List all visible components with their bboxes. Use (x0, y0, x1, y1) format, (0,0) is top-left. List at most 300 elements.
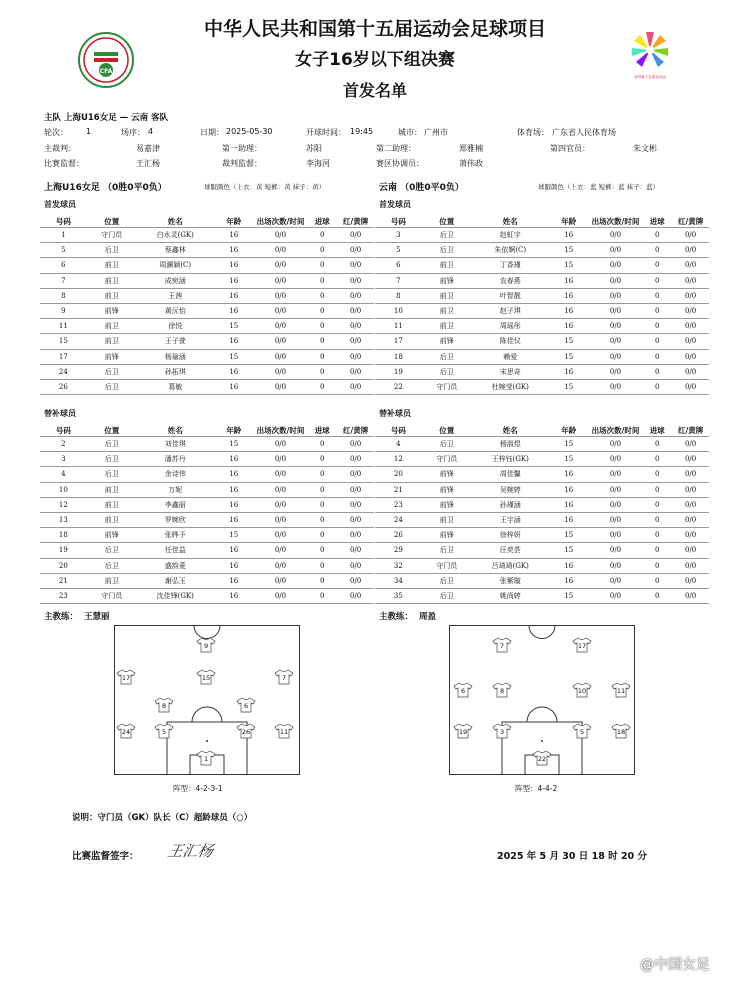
player-row (40, 364, 374, 379)
cell-age: 16 (214, 512, 254, 527)
cell-goals: 0 (642, 528, 672, 543)
column-header-name: 姓名 (137, 215, 214, 228)
cell-cards: 0/0 (672, 543, 709, 558)
cell-pos: 后卫 (87, 243, 137, 258)
cell-cards: 0/0 (672, 379, 709, 394)
cell-apps: 0/0 (589, 303, 642, 318)
main-title: 中华人民共和国第十五届运动会足球项目 (203, 18, 546, 40)
cell-goals: 0 (642, 243, 672, 258)
cell-apps: 0/0 (589, 528, 642, 543)
cell-goals: 0 (307, 364, 337, 379)
player-row (40, 437, 374, 452)
column-header-age: 年龄 (214, 215, 254, 228)
cell-age: 15 (214, 319, 254, 334)
cell-age: 16 (214, 497, 254, 512)
cell-no: 15 (40, 334, 87, 349)
home-formation-pitch (114, 625, 300, 775)
cell-no: 34 (375, 573, 422, 588)
player-row (375, 558, 709, 573)
cell-apps: 0/0 (254, 349, 307, 364)
assessor-value: 李海河 (306, 159, 330, 168)
cell-age: 16 (549, 303, 589, 318)
player-row (40, 573, 374, 588)
cell-goals: 0 (307, 452, 337, 467)
cell-name: 叶智靓 (472, 288, 549, 303)
cell-goals: 0 (307, 558, 337, 573)
cell-goals: 0 (642, 288, 672, 303)
cell-name: 黄沅怡 (137, 303, 214, 318)
cell-apps: 0/0 (254, 364, 307, 379)
cell-pos: 后卫 (422, 437, 472, 452)
cell-no: 21 (375, 482, 422, 497)
cell-no: 11 (40, 319, 87, 334)
cell-cards: 0/0 (672, 437, 709, 452)
player-row (40, 228, 374, 243)
cell-pos: 后卫 (87, 452, 137, 467)
away-subs-table (375, 424, 709, 604)
round-label: 轮次： (44, 128, 68, 137)
cell-no: 1 (40, 228, 87, 243)
table-header-row (40, 215, 374, 228)
cell-cards: 0/0 (337, 512, 374, 527)
shirt-number: 11 (279, 728, 289, 736)
shirt-number: 17 (121, 674, 131, 682)
cell-age: 15 (214, 349, 254, 364)
cell-name: 周瑶彤 (472, 319, 549, 334)
home-coach-label: 主教练： (44, 612, 79, 622)
cell-age: 15 (549, 588, 589, 603)
cell-age: 16 (549, 573, 589, 588)
cell-goals: 0 (642, 273, 672, 288)
cell-cards: 0/0 (337, 558, 374, 573)
cell-pos: 前卫 (422, 319, 472, 334)
cell-apps: 0/0 (254, 573, 307, 588)
cell-goals: 0 (642, 558, 672, 573)
cell-name: 刘佳琪 (137, 437, 214, 452)
cell-apps: 0/0 (254, 497, 307, 512)
player-row (375, 228, 709, 243)
cell-age: 16 (549, 497, 589, 512)
cell-age: 15 (214, 528, 254, 543)
player-row (375, 379, 709, 394)
cell-age: 15 (549, 349, 589, 364)
date-value: 2025-05-30 (226, 127, 273, 136)
player-row (375, 288, 709, 303)
cell-name: 张紫璇 (472, 573, 549, 588)
cell-no: 12 (375, 452, 422, 467)
shirt-number: 24 (121, 728, 131, 736)
cell-pos: 后卫 (87, 467, 137, 482)
sub-title: 女子16岁以下组决赛 (295, 50, 455, 70)
player-row (375, 467, 709, 482)
column-header-no: 号码 (40, 424, 87, 437)
cell-name: 朱依婀(C) (472, 243, 549, 258)
legend-note: 说明：守门员（GK）队长（C）超龄球员（○） (72, 813, 253, 823)
referee-value: 易嘉津 (136, 144, 160, 153)
shirt-number: 5 (161, 728, 167, 736)
cell-name: 王子萱 (137, 334, 214, 349)
cell-age: 16 (549, 512, 589, 527)
cell-goals: 0 (307, 379, 337, 394)
player-row (375, 273, 709, 288)
cell-age: 16 (214, 467, 254, 482)
player-row (40, 273, 374, 288)
cell-name: 蔡鑫林 (137, 243, 214, 258)
cell-age: 16 (549, 482, 589, 497)
column-header-cards: 红/黄牌 (672, 215, 709, 228)
cell-goals: 0 (642, 588, 672, 603)
column-header-no: 号码 (375, 215, 422, 228)
cell-name: 罗婉欣 (137, 512, 214, 527)
cell-no: 5 (375, 243, 422, 258)
cell-pos: 后卫 (422, 543, 472, 558)
cell-goals: 0 (642, 573, 672, 588)
cell-apps: 0/0 (589, 588, 642, 603)
cell-name: 王梓钰(GK) (472, 452, 549, 467)
city-label: 城市： (398, 128, 422, 137)
cell-cards: 0/0 (337, 288, 374, 303)
cell-pos: 守门员 (422, 452, 472, 467)
cell-goals: 0 (307, 437, 337, 452)
shirt-number: 6 (460, 687, 466, 695)
cell-goals: 0 (642, 228, 672, 243)
cell-cards: 0/0 (672, 243, 709, 258)
cell-apps: 0/0 (589, 497, 642, 512)
player-row (375, 543, 709, 558)
home-formation-label: 阵型：4-2-3-1 (173, 784, 223, 793)
cell-goals: 0 (642, 258, 672, 273)
cell-pos: 前锋 (422, 467, 472, 482)
cell-cards: 0/0 (672, 588, 709, 603)
cell-age: 16 (214, 228, 254, 243)
home-starters-table (40, 215, 374, 395)
cell-name: 白水灵(GK) (137, 228, 214, 243)
cell-cards: 0/0 (672, 349, 709, 364)
cell-pos: 后卫 (87, 379, 137, 394)
cell-no: 20 (375, 467, 422, 482)
cell-pos: 前锋 (422, 497, 472, 512)
cell-name: 农春燕 (472, 273, 549, 288)
cell-pos: 前卫 (422, 258, 472, 273)
cell-cards: 0/0 (337, 588, 374, 603)
cell-pos: 前卫 (87, 512, 137, 527)
player-row (375, 588, 709, 603)
player-row (40, 543, 374, 558)
cell-cards: 0/0 (672, 288, 709, 303)
cell-age: 16 (549, 319, 589, 334)
cell-pos: 前卫 (87, 273, 137, 288)
shirt-number: 19 (458, 728, 468, 736)
cell-pos: 前卫 (87, 497, 137, 512)
cell-cards: 0/0 (672, 467, 709, 482)
cell-no: 23 (375, 497, 422, 512)
cell-no: 35 (375, 588, 422, 603)
assessor-label: 裁判监督： (222, 159, 262, 168)
cell-pos: 前卫 (87, 288, 137, 303)
cell-age: 15 (549, 437, 589, 452)
cell-no: 23 (40, 588, 87, 603)
cell-name: 潘苏丹 (137, 452, 214, 467)
cell-cards: 0/0 (337, 452, 374, 467)
cell-apps: 0/0 (254, 543, 307, 558)
away-coach-name: 周盈 (419, 612, 437, 622)
cell-pos: 前锋 (422, 334, 472, 349)
cell-no: 2 (40, 437, 87, 452)
column-header-age: 年龄 (549, 215, 589, 228)
cell-apps: 0/0 (589, 228, 642, 243)
cell-goals: 0 (307, 497, 337, 512)
cell-goals: 0 (642, 379, 672, 394)
cell-pos: 后卫 (422, 573, 472, 588)
cell-pos: 前卫 (87, 573, 137, 588)
cell-pos: 前锋 (87, 349, 137, 364)
player-row (375, 512, 709, 527)
cell-age: 15 (549, 258, 589, 273)
cell-goals: 0 (642, 334, 672, 349)
cell-goals: 0 (307, 303, 337, 318)
cell-apps: 0/0 (254, 273, 307, 288)
home-subs-table (40, 424, 374, 604)
cell-apps: 0/0 (254, 319, 307, 334)
cell-apps: 0/0 (589, 452, 642, 467)
cell-cards: 0/0 (672, 512, 709, 527)
cell-no: 26 (40, 379, 87, 394)
teams-line: 主队 上海U16女足 — 云南 客队 (44, 113, 169, 123)
cell-name: 周佳馨 (472, 467, 549, 482)
cell-name: 杜婉莹(GK) (472, 379, 549, 394)
cell-pos: 后卫 (422, 364, 472, 379)
column-header-age: 年龄 (549, 424, 589, 437)
cell-age: 16 (549, 228, 589, 243)
cell-name: 成宛涵 (137, 273, 214, 288)
cell-cards: 0/0 (672, 573, 709, 588)
cell-pos: 后卫 (422, 243, 472, 258)
cell-goals: 0 (642, 482, 672, 497)
cell-age: 15 (549, 379, 589, 394)
cell-pos: 后卫 (422, 349, 472, 364)
shirt-number: 11 (616, 687, 626, 695)
coordinator-value: 萧伟政 (459, 159, 483, 168)
ar2-value: 郑雅楠 (459, 144, 483, 153)
cell-no: 18 (40, 528, 87, 543)
cell-name: 赵虹宇 (472, 228, 549, 243)
cell-goals: 0 (307, 243, 337, 258)
cell-cards: 0/0 (337, 467, 374, 482)
home-coach-name: 王慧丽 (84, 612, 110, 622)
player-row (40, 288, 374, 303)
table-header-row (375, 424, 709, 437)
shirt-number: 9 (203, 642, 209, 650)
player-row (40, 379, 374, 394)
cell-goals: 0 (307, 467, 337, 482)
cell-apps: 0/0 (254, 258, 307, 273)
column-header-name: 姓名 (472, 215, 549, 228)
cell-goals: 0 (307, 258, 337, 273)
cell-goals: 0 (642, 543, 672, 558)
cell-cards: 0/0 (337, 258, 374, 273)
column-header-name: 姓名 (137, 424, 214, 437)
cell-no: 22 (375, 379, 422, 394)
cell-apps: 0/0 (589, 319, 642, 334)
kickoff-label: 开球时间： (306, 128, 346, 137)
cell-no: 7 (40, 273, 87, 288)
cell-no: 7 (375, 273, 422, 288)
column-header-goals: 进球 (642, 424, 672, 437)
cell-pos: 后卫 (87, 558, 137, 573)
cell-no: 3 (40, 452, 87, 467)
referee-label: 主裁判： (44, 144, 76, 153)
cell-name: 沈佳锋(GK) (137, 588, 214, 603)
cell-age: 16 (549, 467, 589, 482)
cell-pos: 前卫 (422, 303, 472, 318)
player-row (375, 349, 709, 364)
cell-name: 盛韵菱 (137, 558, 214, 573)
cell-name: 孙拓琪 (137, 364, 214, 379)
cell-age: 16 (549, 273, 589, 288)
away-starters-label: 首发球员 (379, 200, 411, 209)
cell-no: 10 (40, 482, 87, 497)
cell-no: 9 (40, 303, 87, 318)
cell-cards: 0/0 (337, 573, 374, 588)
cell-goals: 0 (642, 512, 672, 527)
player-row (375, 528, 709, 543)
cell-no: 3 (375, 228, 422, 243)
shirt-number: 8 (161, 702, 167, 710)
cell-name: 万妮 (137, 482, 214, 497)
cell-cards: 0/0 (672, 273, 709, 288)
cell-apps: 0/0 (254, 558, 307, 573)
cell-no: 18 (375, 349, 422, 364)
fourth-official-label: 第四官员： (550, 144, 590, 153)
player-row (375, 497, 709, 512)
column-header-goals: 进球 (307, 424, 337, 437)
cell-no: 6 (375, 258, 422, 273)
player-row (40, 467, 374, 482)
city-value: 广州市 (424, 128, 448, 137)
cell-no: 20 (40, 558, 87, 573)
cell-apps: 0/0 (254, 228, 307, 243)
cell-apps: 0/0 (589, 573, 642, 588)
cell-cards: 0/0 (337, 243, 374, 258)
stadium-label: 体育场： (517, 128, 549, 137)
cell-no: 17 (40, 349, 87, 364)
cell-apps: 0/0 (589, 334, 642, 349)
cell-age: 15 (549, 452, 589, 467)
sign-date: 2025 年 5 月 30 日 18 时 20 分 (497, 851, 647, 862)
cell-age: 16 (214, 573, 254, 588)
cell-age: 16 (214, 303, 254, 318)
column-header-pos: 位置 (422, 215, 472, 228)
cell-pos: 后卫 (422, 228, 472, 243)
cell-no: 24 (40, 364, 87, 379)
cell-pos: 前锋 (422, 528, 472, 543)
cell-name: 任佳益 (137, 543, 214, 558)
match-no-label: 场序： (121, 128, 145, 137)
player-row (40, 349, 374, 364)
cell-cards: 0/0 (672, 364, 709, 379)
cell-pos: 后卫 (87, 543, 137, 558)
column-header-cards: 红/黄牌 (337, 424, 374, 437)
cell-cards: 0/0 (672, 497, 709, 512)
cell-name: 宋思奇 (472, 364, 549, 379)
cell-name: 周灏颖(C) (137, 258, 214, 273)
cell-goals: 0 (642, 437, 672, 452)
away-starters-table (375, 215, 709, 395)
shirt-number: 8 (499, 687, 505, 695)
cell-age: 16 (214, 543, 254, 558)
cell-no: 5 (40, 243, 87, 258)
player-row (40, 482, 374, 497)
cell-name: 陈佳仪 (472, 334, 549, 349)
commissioner-label: 比赛监督： (44, 159, 84, 168)
column-header-no: 号码 (375, 424, 422, 437)
cell-age: 16 (549, 288, 589, 303)
cell-cards: 0/0 (337, 543, 374, 558)
table-header-row (40, 424, 374, 437)
cell-no: 11 (375, 319, 422, 334)
cell-pos: 守门员 (87, 228, 137, 243)
player-row (40, 334, 374, 349)
coordinator-label: 赛区协调员： (376, 159, 424, 168)
away-team-name: 云南 （0胜0平0负） (379, 183, 464, 193)
cell-goals: 0 (642, 467, 672, 482)
cell-pos: 守门员 (87, 588, 137, 603)
cell-pos: 前卫 (422, 512, 472, 527)
cell-age: 15 (214, 437, 254, 452)
player-row (375, 482, 709, 497)
away-formation-label: 阵型：4-4-2 (515, 784, 558, 793)
player-row (40, 319, 374, 334)
cell-no: 24 (375, 512, 422, 527)
cell-cards: 0/0 (672, 319, 709, 334)
cell-cards: 0/0 (337, 482, 374, 497)
cell-cards: 0/0 (337, 319, 374, 334)
cell-no: 8 (375, 288, 422, 303)
column-header-pos: 位置 (87, 424, 137, 437)
cell-apps: 0/0 (254, 303, 307, 318)
cell-no: 32 (375, 558, 422, 573)
cell-pos: 守门员 (422, 558, 472, 573)
column-header-apps: 出场次数/时间 (589, 215, 642, 228)
column-header-goals: 进球 (307, 215, 337, 228)
cell-goals: 0 (307, 543, 337, 558)
player-row (40, 588, 374, 603)
cell-name: 余诗伟 (137, 467, 214, 482)
cell-apps: 0/0 (589, 437, 642, 452)
cell-name: 张晔予 (137, 528, 214, 543)
column-header-apps: 出场次数/时间 (589, 424, 642, 437)
player-row (375, 334, 709, 349)
home-kit-colors: 球服颜色（上衣：黄 短裤：黄 袜子：黄） (204, 183, 326, 191)
player-row (375, 243, 709, 258)
player-row (375, 258, 709, 273)
home-starters-label: 首发球员 (44, 200, 76, 209)
shirt-number: 15 (201, 674, 211, 682)
cell-apps: 0/0 (254, 512, 307, 527)
cell-goals: 0 (307, 528, 337, 543)
player-row (375, 364, 709, 379)
player-row (375, 303, 709, 318)
column-header-age: 年龄 (214, 424, 254, 437)
round-value: 1 (86, 127, 92, 136)
cell-age: 16 (214, 364, 254, 379)
column-header-no: 号码 (40, 215, 87, 228)
cell-pos: 前锋 (87, 528, 137, 543)
cell-apps: 0/0 (589, 379, 642, 394)
cell-name: 丁香瑾 (472, 258, 549, 273)
cell-cards: 0/0 (672, 258, 709, 273)
cell-name: 葛敏 (137, 379, 214, 394)
